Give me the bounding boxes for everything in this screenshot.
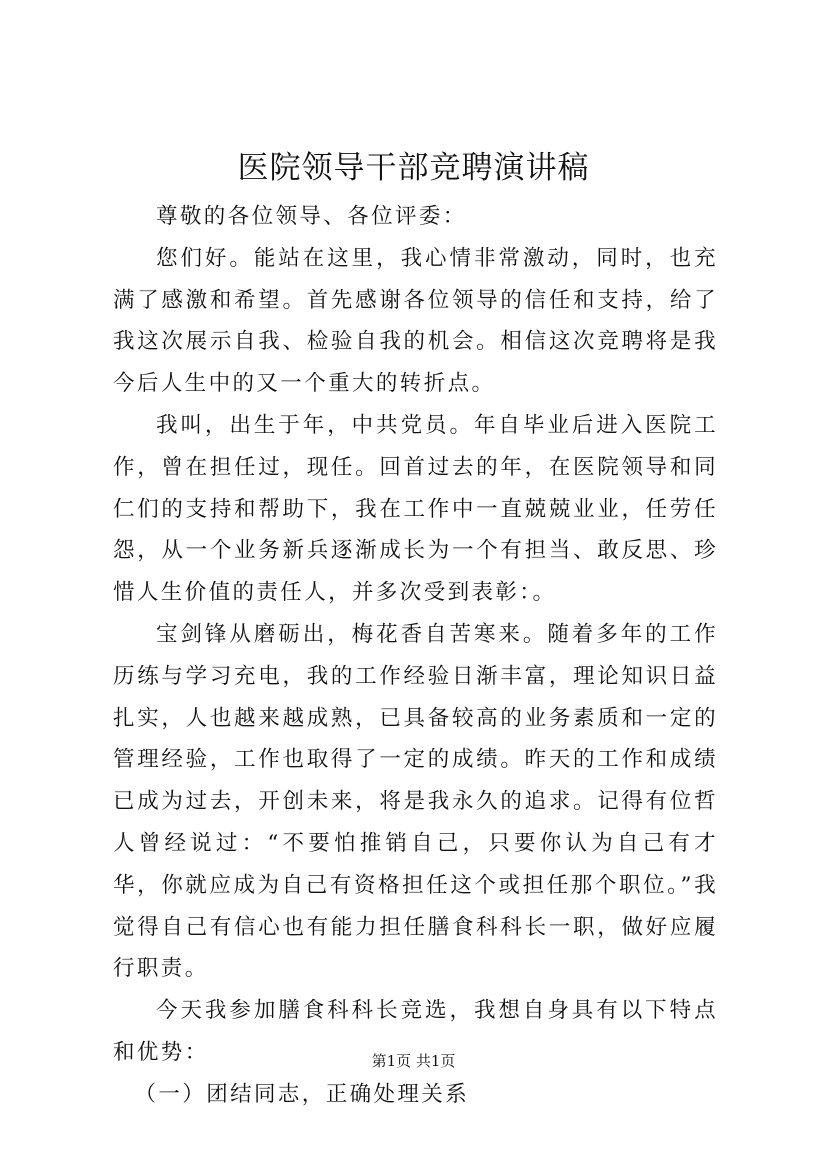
document-title: 医院领导干部竞聘演讲稿	[237, 150, 590, 186]
page-footer: 第1页 共1页	[371, 1052, 456, 1070]
greeting: 尊敬的各位领导、各位评委：	[156, 204, 467, 229]
paragraph: 宝剑锋从磨砺出，梅花香自苦寒来。随着多年的工作历练与学习充电，我的工作经验日渐丰富，理论知识日益扎实，人也越来越成熟，已具备较高的业务素质和一定的管理经验，工作也取得了一定的成绩。昨天的工作和成绩已成为过去，开创未来，将是我永久的追求。记得有位哲人曾经说过：“不要怕推销自己，只要你认为自己有才华，你就应成为自己有资格担任这个或担任那个职位。”我觉得自己有信心也有能力担任膳食科科长一职，做好应履行职责。	[113, 621, 718, 982]
document-body	[113, 196, 718, 1116]
section-heading: （一）团结同志，正确处理关系	[134, 1081, 470, 1107]
paragraph: 今天我参加膳食科科长竞选，我想自身具有以下特点和优势：	[113, 998, 718, 1065]
paragraph: 我叫，出生于年，中共党员。年自毕业后进入医院工作，曾在担任过，现任。回首过去的年，在医院领导和同仁们的支持和帮助下，我在工作中一直兢兢业业，任劳任怨，从一个业务新兵逐渐成长为一个有担当、敢反思、珍惜人生价值的责任人，并多次受到表彰：。	[113, 412, 718, 606]
paragraph: 您们好。能站在这里，我心情非常激动，同时，也充满了感激和希望。首先感谢各位领导的信任和支持，给了我这次展示自我、检验自我的机会。相信这次竞聘将是我今后人生中的又一个重大的转折点。	[113, 245, 718, 397]
